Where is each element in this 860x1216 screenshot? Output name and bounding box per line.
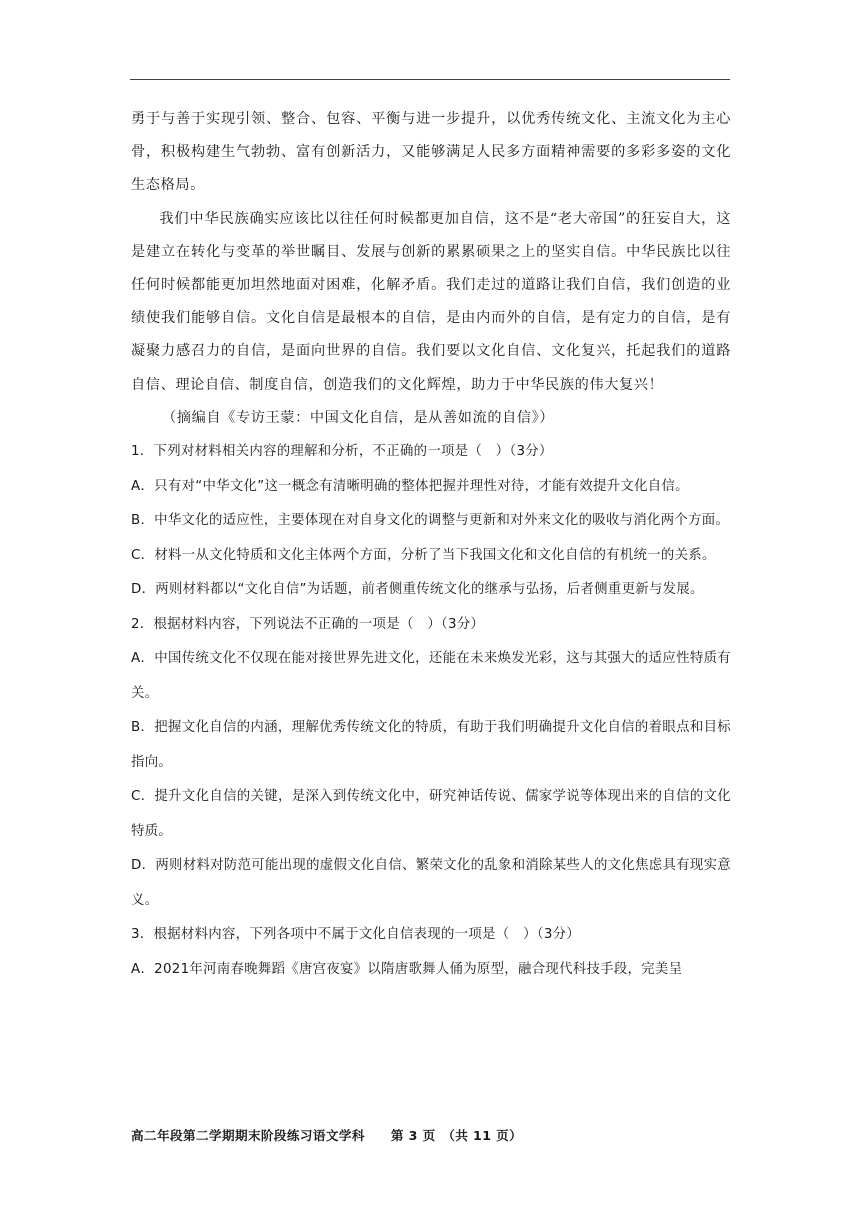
passage-paragraph-2: 我们中华民族确实应该比以往任何时候都更加自信，这不是“老大帝国”的狂妄自大，这是建立在转化与变革的举世瞩目、发展与创新的累累硕果之上的坚实自信。中华民族比以往任何时候都能更加坦然地面对困难，化解矛盾。我们走过的道路让我们自信，我们创造的业绩使我们能够自信。文化自信是最根本的自信，是由内而外的自信，是有定力的自信，是有凝聚力感召力的自信，是面向世界的自信。我们要以文化自信、文化复兴，托起我们的道路自信、理论自信、制度自信，创造我们的文化辉煌，助力于中华民族的伟大复兴！ — [131, 210, 731, 393]
question-1 — [131, 435, 731, 608]
passage-paragraph-1: 勇于与善于实现引领、整合、包容、平衡与进一步提升，以优秀传统文化、主流文化为主心骨，积极构建生气勃勃、富有创新活力，又能够满足人民多方面精神需要的多彩多姿的文化生态格局。 — [131, 111, 731, 194]
option-b: B．中华文化的适应性，主要体现在对自身文化的调整与更新和对外来文化的吸收与消化两个方面。 — [131, 513, 730, 529]
option-c: C．材料一从文化特质和文化主体两个方面，分析了当下我国文化和文化自信的有机统一的关系。 — [131, 547, 716, 563]
page-footer: 高二年段第二学期期末阶段练习语文学科 第 3 页 （共 11 页） — [131, 1128, 523, 1143]
question-stem: 1．下列对材料相关内容的理解和分析，不正确的一项是（ ）（3分） — [131, 444, 553, 460]
option-a: A．2021年河南春晚舞蹈《唐宫夜宴》以隋唐歌舞人俑为原型，融合现代科技手段，完美呈 — [131, 961, 683, 977]
option-a: A．中国传统文化不仅现在能对接世界先进文化，还能在未来焕发光彩，这与其强大的适应性特质有关。 — [131, 651, 731, 701]
passage-source: （摘编自《专访王蒙：中国文化自信，是从善如流的自信》） — [162, 409, 555, 426]
option-d: D．两则材料都以“文化自信”为话题，前者侧重传统文化的继承与弘扬，后者侧重更新与发展。 — [131, 582, 704, 598]
page-content — [131, 103, 731, 987]
question-stem: 2．根据材料内容，下列说法不正确的一项是（ ）（3分） — [131, 616, 485, 632]
question-2 — [131, 608, 731, 919]
header-rule — [130, 79, 730, 80]
question-3 — [131, 918, 731, 987]
option-c: C．提升文化自信的关键，是深入到传统文化中，研究神话传说、儒家学说等体现出来的自信的文化特质。 — [131, 789, 731, 839]
option-d: D．两则材料对防范可能出现的虚假文化自信、繁荣文化的乱象和消除某些人的文化焦虑具有现实意义。 — [131, 858, 731, 908]
option-a: A．只有对“中华文化”这一概念有清晰明确的整体把握并理性对待，才能有效提升文化自信。 — [131, 478, 689, 494]
option-b: B．把握文化自信的内涵，理解优秀传统文化的特质，有助于我们明确提升文化自信的着眼点和目标指向。 — [131, 720, 731, 770]
question-stem: 3．根据材料内容，下列各项中不属于文化自信表现的一项是（ ）（3分） — [131, 927, 581, 943]
